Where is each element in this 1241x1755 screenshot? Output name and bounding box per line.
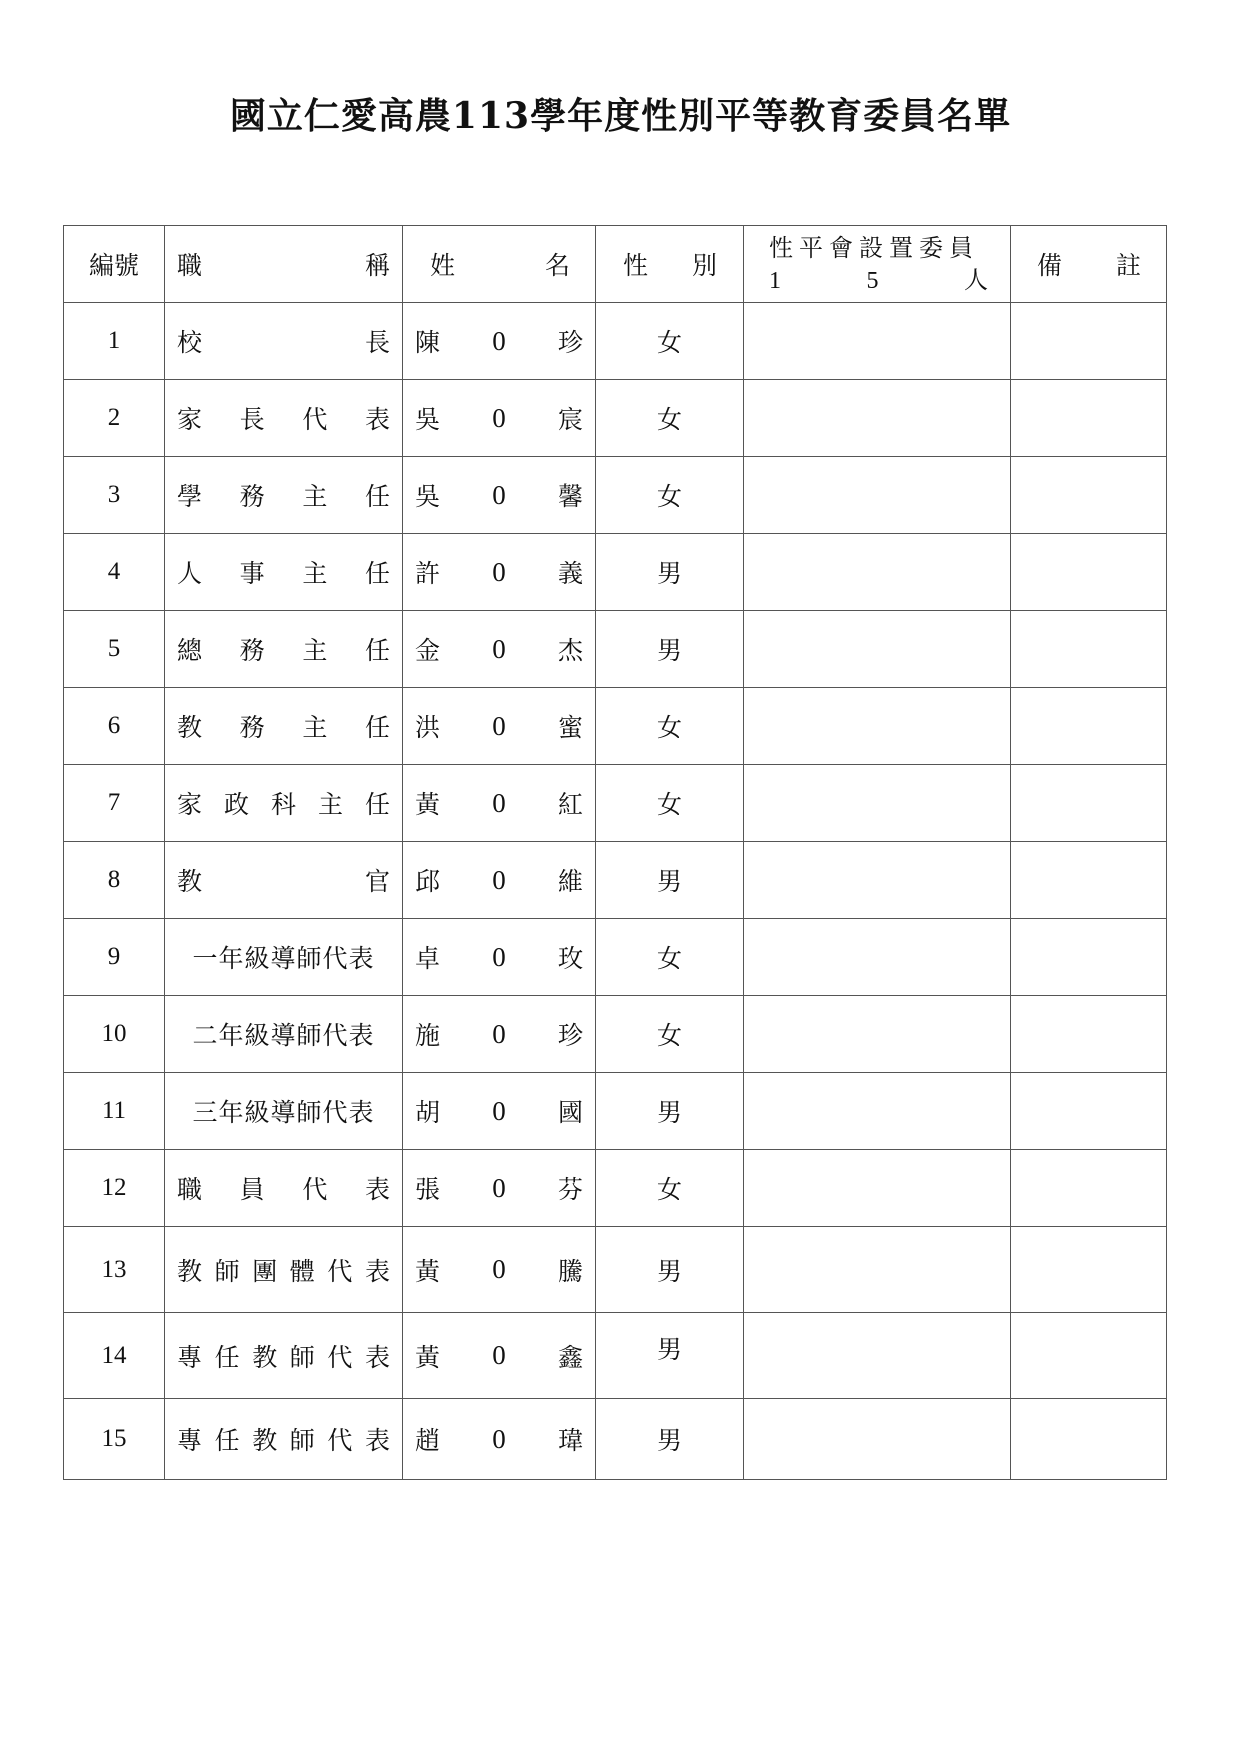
row-committee [744,380,1011,457]
header-note-char: 註 [1115,251,1141,280]
row-gender-value: 男 [656,1334,682,1364]
row-name [403,457,596,534]
row-title-char: 人 [177,559,203,588]
row-name [403,1313,596,1399]
row-gender-value: 女 [656,405,682,434]
row-name-initial: 0 [492,1018,506,1049]
row-title [165,1073,403,1150]
row-number: 4 [64,534,165,611]
table-row [64,1227,1167,1313]
row-gender [596,765,744,842]
row-name [403,765,596,842]
row-title-char: 職 [177,1175,203,1204]
row-name-given: 維 [557,867,583,896]
row-name-initial: 0 [492,556,506,587]
table-row [64,380,1167,457]
row-name [403,688,596,765]
row-gender [596,919,744,996]
header-number: 編號 [64,226,165,303]
row-name-initial: 0 [492,787,506,818]
header-title-char: 稱 [364,251,390,280]
row-title [165,380,403,457]
row-title-char: 體 [289,1256,315,1286]
row-title-text: 三年級導師代表 [192,1098,375,1127]
row-name-surname: 黃 [415,790,441,819]
header-name-char: 姓 [430,251,456,280]
row-name-surname: 黃 [415,1256,441,1286]
table-row [64,611,1167,688]
row-number: 15 [64,1399,165,1480]
row-title [165,1150,403,1227]
row-name-surname: 吳 [415,482,441,511]
row-committee [744,611,1011,688]
row-title [165,765,403,842]
row-name-initial: 0 [492,1254,506,1284]
row-title-char: 代 [327,1426,353,1455]
header-committee-count-digit: 5 [866,268,879,294]
row-title [165,534,403,611]
table-row [64,1313,1167,1399]
row-gender-value: 男 [656,559,682,588]
header-committee-count-unit: 人 [964,268,988,294]
row-name-initial: 0 [492,1172,506,1203]
row-name [403,919,596,996]
row-gender [596,688,744,765]
row-gender-value: 女 [656,1175,682,1204]
row-gender-value: 男 [656,867,682,896]
table-row [64,303,1167,380]
row-name-initial: 0 [492,941,506,972]
row-number: 6 [64,688,165,765]
row-name-given: 國 [557,1098,583,1127]
row-title-char: 團 [252,1256,278,1286]
row-note [1011,534,1167,611]
row-title-char: 長 [239,405,265,434]
row-title-char: 師 [289,1426,315,1455]
row-title [165,1313,403,1399]
row-name-surname: 吳 [415,405,441,434]
row-title-char: 教 [177,867,203,896]
row-gender [596,534,744,611]
table-row [64,534,1167,611]
row-note [1011,380,1167,457]
row-gender-value: 男 [656,636,682,665]
row-gender-value: 男 [656,1426,682,1455]
table-row [64,842,1167,919]
row-name-surname: 施 [415,1021,441,1050]
row-title-char: 表 [364,1342,390,1372]
table-row [64,457,1167,534]
header-note-char: 備 [1037,251,1063,280]
row-name-initial: 0 [492,1340,506,1370]
row-number: 7 [64,765,165,842]
row-gender-value: 男 [656,1098,682,1127]
row-title [165,303,403,380]
row-name-surname: 洪 [415,713,441,742]
row-name-surname: 金 [415,636,441,665]
row-title [165,919,403,996]
header-gender [596,226,744,303]
row-title-char: 長 [364,328,390,357]
row-note [1011,919,1167,996]
table-row [64,996,1167,1073]
header-committee-label: 性平會設置委員 [769,234,979,262]
row-title-char: 家 [177,405,203,434]
row-title-char: 代 [327,1342,353,1372]
row-title-char: 教 [252,1426,278,1455]
row-committee [744,842,1011,919]
header-name-char: 名 [544,251,570,280]
row-title-char: 學 [177,482,203,511]
row-title-char: 總 [177,636,203,665]
table-row [64,919,1167,996]
table-row [64,1150,1167,1227]
row-name-surname: 張 [415,1175,441,1204]
row-gender [596,842,744,919]
row-title-char: 專 [177,1342,203,1372]
row-title-char: 任 [214,1426,240,1455]
row-name-given: 鑫 [557,1342,583,1372]
row-committee [744,996,1011,1073]
row-name [403,1073,596,1150]
row-name-given: 義 [557,559,583,588]
row-committee [744,1073,1011,1150]
row-gender [596,380,744,457]
row-name-given: 杰 [557,636,583,665]
row-title-char: 教 [252,1342,278,1372]
row-gender [596,611,744,688]
row-name-surname: 許 [415,559,441,588]
row-note [1011,765,1167,842]
header-note [1011,226,1167,303]
document-title: 國立仁愛高農113學年度性別平等教育委員名單 [229,95,1012,137]
row-gender [596,996,744,1073]
row-title-char: 專 [177,1426,203,1455]
row-title-char: 任 [364,713,390,742]
row-note [1011,842,1167,919]
row-name-initial: 0 [492,402,506,433]
row-name [403,1227,596,1313]
row-name-surname: 陳 [415,328,441,357]
row-title-char: 務 [239,636,265,665]
row-note [1011,611,1167,688]
row-note [1011,996,1167,1073]
row-title-char: 表 [364,1175,390,1204]
row-title [165,996,403,1073]
row-title-char: 科 [270,790,296,819]
row-gender-value: 女 [656,328,682,357]
row-name [403,996,596,1073]
row-title-char: 表 [364,1426,390,1455]
row-name-given: 瑋 [557,1426,583,1455]
row-title-char: 員 [239,1175,265,1204]
row-title-char: 師 [214,1256,240,1286]
row-title [165,611,403,688]
row-title-char: 主 [302,559,328,588]
row-note [1011,1073,1167,1150]
row-gender-value: 女 [656,790,682,819]
row-committee [744,457,1011,534]
row-title [165,1399,403,1480]
row-name [403,303,596,380]
row-title-char: 表 [364,1256,390,1286]
header-committee-count-digit: 1 [769,268,781,294]
row-gender [596,303,744,380]
header-title [165,226,403,303]
row-title-char: 主 [317,790,343,819]
row-committee [744,534,1011,611]
row-committee [744,1399,1011,1480]
row-title-char: 教 [177,1256,203,1286]
row-gender-value: 女 [656,944,682,973]
table-row [64,1073,1167,1150]
row-name-initial: 0 [492,1423,506,1454]
row-title-char: 任 [214,1342,240,1372]
row-number: 10 [64,996,165,1073]
row-name [403,611,596,688]
row-gender-value: 女 [656,482,682,511]
row-name-surname: 卓 [415,944,441,973]
row-name-initial: 0 [492,710,506,741]
row-number: 12 [64,1150,165,1227]
header-gender-char: 性 [623,251,649,280]
row-committee [744,1227,1011,1313]
row-name-surname: 邱 [415,867,441,896]
row-title-char: 任 [364,636,390,665]
header-title-char: 職 [177,251,203,280]
row-note [1011,688,1167,765]
row-gender [596,1073,744,1150]
row-name [403,380,596,457]
row-name-given: 馨 [557,482,583,511]
row-title-char: 主 [302,482,328,511]
row-number: 14 [64,1313,165,1399]
row-committee [744,1150,1011,1227]
row-name-initial: 0 [492,325,506,356]
row-title-char: 教 [177,713,203,742]
row-name-initial: 0 [492,633,506,664]
header-gender-char: 別 [691,251,717,280]
row-name-given: 騰 [557,1256,583,1286]
row-name [403,842,596,919]
row-title-char: 任 [364,559,390,588]
row-note [1011,303,1167,380]
row-name-surname: 趙 [415,1426,441,1455]
row-title-char: 代 [302,1175,328,1204]
row-title [165,457,403,534]
row-gender-value: 女 [656,713,682,742]
row-gender [596,1227,744,1313]
row-title-char: 校 [177,328,203,357]
row-title [165,842,403,919]
row-title [165,1227,403,1313]
row-title-char: 師 [289,1342,315,1372]
row-name-initial: 0 [492,479,506,510]
row-name-given: 珍 [557,1021,583,1050]
row-committee [744,303,1011,380]
row-number: 13 [64,1227,165,1313]
row-title [165,688,403,765]
row-title-char: 官 [364,867,390,896]
row-name [403,1399,596,1480]
row-name [403,534,596,611]
row-gender [596,1313,744,1399]
row-number: 5 [64,611,165,688]
row-title-char: 主 [302,713,328,742]
row-gender-value: 男 [656,1256,682,1286]
committee-member-table [63,225,1167,1480]
row-title-char: 務 [239,713,265,742]
row-note [1011,1399,1167,1480]
table-row [64,1399,1167,1480]
row-note [1011,457,1167,534]
row-note [1011,1313,1167,1399]
header-committee [744,226,1011,303]
row-title-char: 任 [364,482,390,511]
header-name [403,226,596,303]
row-title-char: 代 [302,405,328,434]
row-gender [596,1399,744,1480]
row-name [403,1150,596,1227]
row-name-given: 紅 [557,790,583,819]
row-name-initial: 0 [492,864,506,895]
row-title-char: 表 [364,405,390,434]
row-committee [744,1313,1011,1399]
row-number: 8 [64,842,165,919]
row-title-text: 一年級導師代表 [192,944,375,973]
row-number: 1 [64,303,165,380]
row-committee [744,919,1011,996]
row-number: 3 [64,457,165,534]
row-title-char: 務 [239,482,265,511]
row-number: 2 [64,380,165,457]
row-title-char: 事 [239,559,265,588]
row-gender [596,1150,744,1227]
row-note [1011,1227,1167,1313]
table-row [64,688,1167,765]
row-name-given: 宸 [557,405,583,434]
row-title-char: 任 [364,790,390,819]
row-name-surname: 胡 [415,1098,441,1127]
row-title-char: 代 [327,1256,353,1286]
row-name-given: 蜜 [557,713,583,742]
row-gender [596,457,744,534]
row-name-initial: 0 [492,1095,506,1126]
table-header-row [64,226,1167,303]
row-note [1011,1150,1167,1227]
row-number: 9 [64,919,165,996]
row-title-char: 家 [177,790,203,819]
table-row [64,765,1167,842]
row-gender-value: 女 [656,1021,682,1050]
row-committee [744,765,1011,842]
row-name-given: 芬 [557,1175,583,1204]
row-name-surname: 黃 [415,1342,441,1372]
row-committee [744,688,1011,765]
row-title-char: 主 [302,636,328,665]
row-title-text: 二年級導師代表 [192,1021,375,1050]
row-number: 11 [64,1073,165,1150]
row-title-char: 政 [223,790,249,819]
row-name-given: 玫 [557,944,583,973]
row-name-given: 珍 [557,328,583,357]
